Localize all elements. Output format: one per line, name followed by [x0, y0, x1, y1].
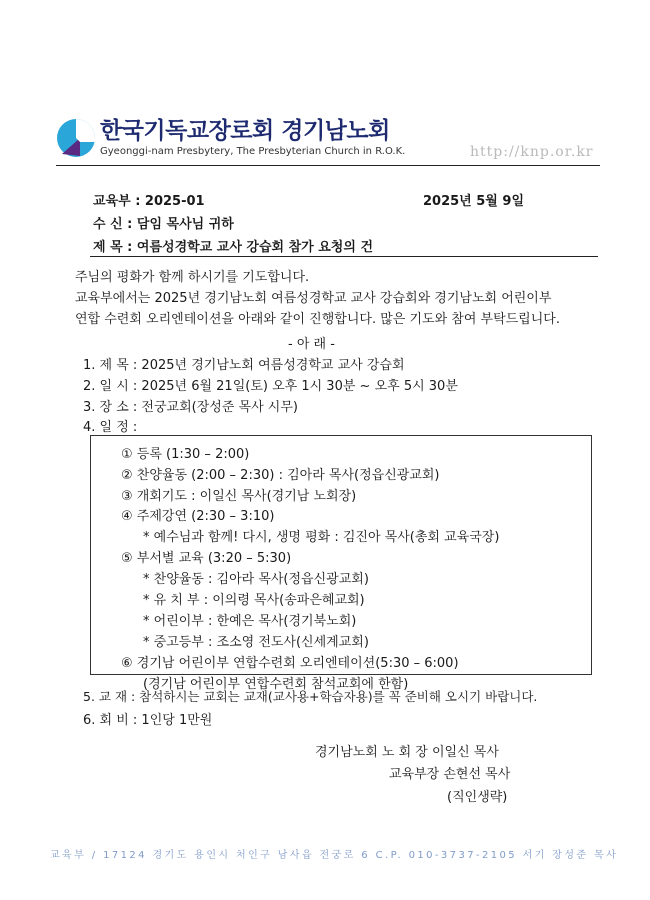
doc-date: 2025년 5월 9일: [423, 194, 524, 209]
schedule-item: ② 찬양율동 (2:00 – 2:30) : 김아라 목사(정읍신광교회): [121, 468, 440, 483]
header-divider: [56, 165, 600, 166]
item-title: 1. 제 목 : 2025년 경기남노회 여름성경학교 교사 강습회: [83, 358, 405, 373]
schedule-item: ④ 주제강연 (2:30 – 3:10): [121, 509, 275, 524]
recipient: 수 신 : 담임 목사님 귀하: [93, 217, 234, 232]
item-materials: 5. 교 재 : 참석하시는 교회는 교재(교사용+학습자용)를 꼭 준비해 오시기 바랍니다.: [83, 689, 538, 704]
intro-line: 교육부에서는 2025년 경기남노회 여름성경학교 교사 강습회와 경기남노회 어린이부: [75, 291, 552, 306]
org-name-en: Gyeonggi-nam Presbytery, The Presbyterian Church in R.O.K.: [100, 146, 406, 157]
intro-line: 연합 수련회 오리엔테이션을 아래와 같이 진행합니다. 많은 기도와 참여 부탁드립니다.: [75, 312, 560, 327]
schedule-item: ① 등록 (1:30 – 2:00): [121, 447, 250, 462]
schedule-item: ③ 개회기도 : 이일신 목사(경기남 노회장): [121, 489, 357, 504]
schedule-subitem: * 유 치 부 : 이의령 목사(송파은혜교회): [143, 593, 365, 608]
subject: 제 목 : 여름성경학교 교사 강습회 참가 요청의 건: [93, 240, 374, 255]
schedule-subitem: * 어린이부 : 한예은 목사(경기북노회): [143, 614, 357, 629]
schedule-subitem: (경기남 어린이부 연합수련회 참석교회에 한함): [143, 677, 409, 692]
schedule-item: ⑥ 경기남 어린이부 연합수련회 오리엔테이션(5:30 – 6:00): [121, 656, 459, 671]
item-datetime: 2. 일 시 : 2025년 6월 21일(토) 오후 1시 30분 ~ 오후 5시 30분: [83, 379, 458, 394]
item-place: 3. 장 소 : 전궁교회(장성준 목사 시무): [83, 400, 298, 415]
org-name: 한국기독교장로회 경기남노회: [100, 118, 390, 144]
schedule-subitem: * 중고등부 : 조소영 전도사(신세계교회): [143, 635, 369, 650]
greeting: 주님의 평화가 함께 하시기를 기도합니다.: [75, 270, 310, 285]
website-url[interactable]: http://knp.or.kr: [470, 144, 594, 160]
footer-address: 교육부 / 17124 경기도 용인시 처인구 남사읍 전궁로 6 C.P. 010-3737-2105 서기 장성준 목사: [50, 850, 619, 861]
item-schedule-label: 4. 일 정 :: [83, 420, 138, 435]
doc-number: 교육부 : 2025-01: [93, 194, 205, 209]
schedule-subitem: * 예수님과 함께! 다시, 생명 평화 : 김진아 목사(총회 교육국장): [143, 530, 500, 545]
seal-omitted: (직인생략): [447, 790, 508, 805]
signature-chair: 경기남노회 노 회 장 이일신 목사: [315, 745, 499, 760]
schedule-item: ⑤ 부서별 교육 (3:20 – 5:30): [121, 551, 292, 566]
signature-education-head: 교육부장 손현선 목사: [389, 767, 511, 782]
subject-divider: [90, 256, 598, 257]
presbytery-logo-icon: [56, 116, 100, 160]
below-label: - 아 래 -: [288, 337, 335, 352]
schedule-subitem: * 찬양율동 : 김아라 목사(정읍신광교회): [143, 572, 369, 587]
item-fee: 6. 회 비 : 1인당 1만원: [83, 713, 213, 728]
